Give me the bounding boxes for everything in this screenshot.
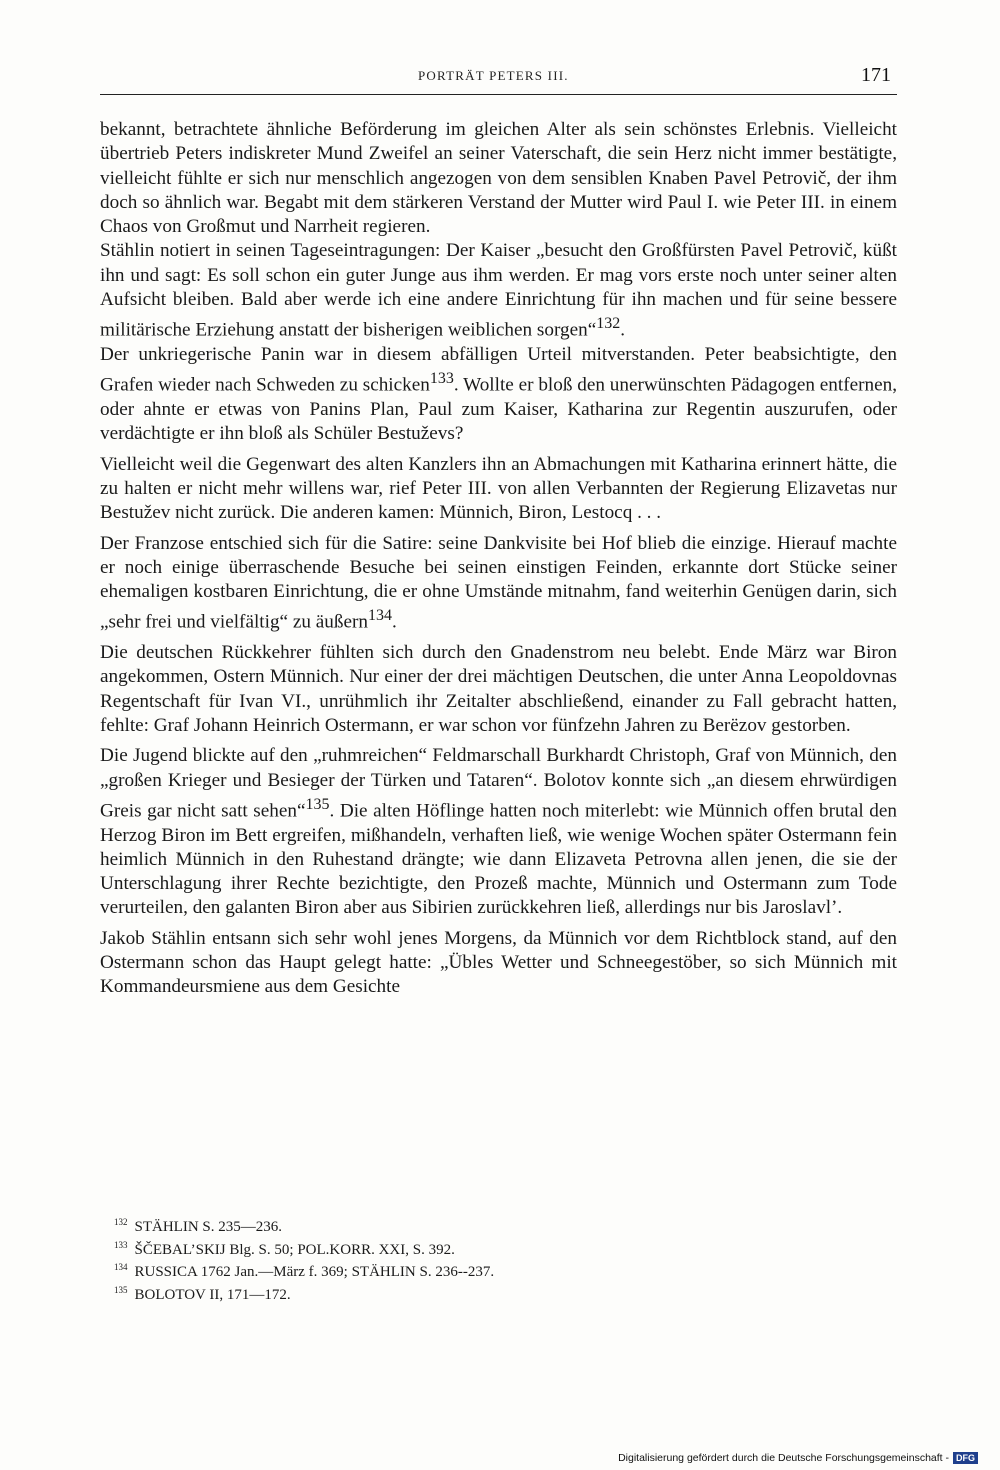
paragraph: Der Franzose entschied sich für die Satire: seine Dankvisite bei Hof blieb die einzige. Hierauf machte er noch einige überraschende Besuche bei seinen einstigen Feinden, erkannte dort Stücke seiner ehemaligen kostbaren Einrichtung, die er ohne Umstände mitnahm, fand weiterhin Genügen darin, sich „sehr frei und vielfältig“ zu äußern$^{134}$.	[100, 532, 897, 633]
footnote-number: 134	[114, 1262, 128, 1272]
paragraph: Stählin notiert in seinen Tageseintragungen: Der Kaiser „besucht den Großfürsten Pavel Petrovič, küßt ihn und sagt: Es soll schon ein guter Junge aus ihm werden. Er mag vors erste noch unter seiner alten Aufsicht bleiben. Bald aber werde ich eine andere Einrichtung für ihn machen und für seine bessere militärische Erziehung anstatt der bisherigen weiblichen sorgen“$^{132}$.	[100, 240, 897, 341]
paragraph: Die Jugend blickte auf den „ruhmreichen“ Feldmarschall Burkhardt Christoph, Graf von Münnich, den „großen Krieger und Besieger der Türken und Tataren“. Bolotov konnte sich „an diesem ehrwürdigen Greis gar nicht satt sehen“$^{135}$. Die alten Höflinge hatten noch miterlebt: wie Münnich offen brutal den Herzog Biron im Bett ergreifen, mißhandeln, verhaften ließ, wie wenige Wochen später Ostermann fein heimlich Münnich in den Ruhestand drängte; wie dann Elizaveta Petrovna allen jenen, die sie der Unterschlagung ihrer Rechte bezichtigte, den Prozeß machte, Münnich und Ostermann zum Tode verurteilen, den galanten Biron aber aus Sibirien zurückkehren ließ, allerdings nur bis Jaroslavl’.	[100, 745, 897, 919]
footnote-number: 135	[114, 1284, 128, 1295]
footnote-number: 133	[114, 1239, 128, 1250]
footnotes	[114, 1214, 897, 1304]
dfg-logo: DFG	[953, 1452, 978, 1464]
body-text	[100, 118, 897, 1000]
page-header	[100, 64, 897, 95]
paragraph: bekannt, betrachtete ähnliche Beförderung im gleichen Alter als sein schönstes Erlebnis. Vielleicht übertrieb Peters indiskreter Mund Zweifel an seiner Vaterschaft, die sein Herz nicht immer bestätigte, vielleicht fühlte er sich nur menschlich angezogen von dem sensiblen Knaben Pavel Petrovič, der ihm doch so ähnlich war. Begabt mit dem stärkeren Verstand der Mutter wird Paul I. wie Peter III. in einem Chaos von Großmut und Narrheit regieren.	[100, 119, 897, 238]
digitization-credit	[618, 1452, 978, 1464]
paragraph: Die deutschen Rückkehrer fühlten sich durch den Gnadenstrom neu belebt. Ende März war Biron angekommen, Ostern Münnich. Nur einer der drei mächtigen Deutschen, die unter Anna Leopoldovnas Regentschaft für Ivan VI., unrühmlich ihr Zeitalter abschließend, einander zu Fall gebracht hatten, fehlte: Graf Johann Heinrich Ostermann, er war schon vor fünfzehn Jahren zu Berëzov gestorben.	[100, 642, 897, 736]
page-number: 171	[861, 64, 891, 86]
paragraph: Jakob Stählin entsann sich sehr wohl jenes Morgens, da Münnich vor dem Richtblock stand, auf den Ostermann schon das Haupt gelegt hatte: „Übles Wetter und Schneegestöber, so sich Münnich mit Kommandeursmiene aus dem Gesichte	[100, 927, 897, 998]
paragraph: Der unkriegerische Panin war in diesem abfälligen Urteil mitverstanden. Peter beabsichtigte, den Grafen wieder nach Schweden zu schicken$^{133}$. Wollte er bloß den unerwünschten Pädagogen entfernen, oder ahnte er etwas von Panins Plan, Paul zum Kaiser, Katharina zur Regentin auszurufen, oder verdächtigte er ihn bloß als Schüler Bestuževs?	[100, 344, 897, 445]
footnote-ref: 133	[429, 370, 454, 388]
paragraph: Vielleicht weil die Gegenwart des alten Kanzlers ihn an Abmachungen mit Katharina erinnert hätte, die zu halten er nicht mehr willens war, rief Peter III. von allen Verbannten der Regierung Elizavetas nur Bestužev nicht zurück. Die anderen kamen: Münnich, Biron, Lestocq . . .	[100, 453, 897, 524]
footnote: $^{133}$ ŠČEBAL’SKIJ Blg. S. 50; POL.KORR. XXI, S. 392.	[114, 1239, 455, 1258]
footnote: $^{135}$ BOLOTOV II, 171—172.	[114, 1284, 291, 1303]
footnote-ref: 132	[596, 315, 621, 333]
footnote-number: 132	[114, 1217, 128, 1227]
running-head: PORTRÄT PETERS III.	[418, 68, 569, 83]
credit-text: Digitalisierung gefördert durch die Deutsche Forschungsgemeinschaft -	[618, 1452, 949, 1464]
footnote: $^{134}$ RUSSICA 1762 Jan.—März f. 369; STÄHLIN S. 236--237.	[114, 1262, 495, 1280]
footnote-ref: 135	[305, 795, 330, 813]
footnote: $^{132}$ STÄHLIN S. 235—236.	[114, 1217, 283, 1235]
footnote-ref: 134	[367, 607, 392, 625]
